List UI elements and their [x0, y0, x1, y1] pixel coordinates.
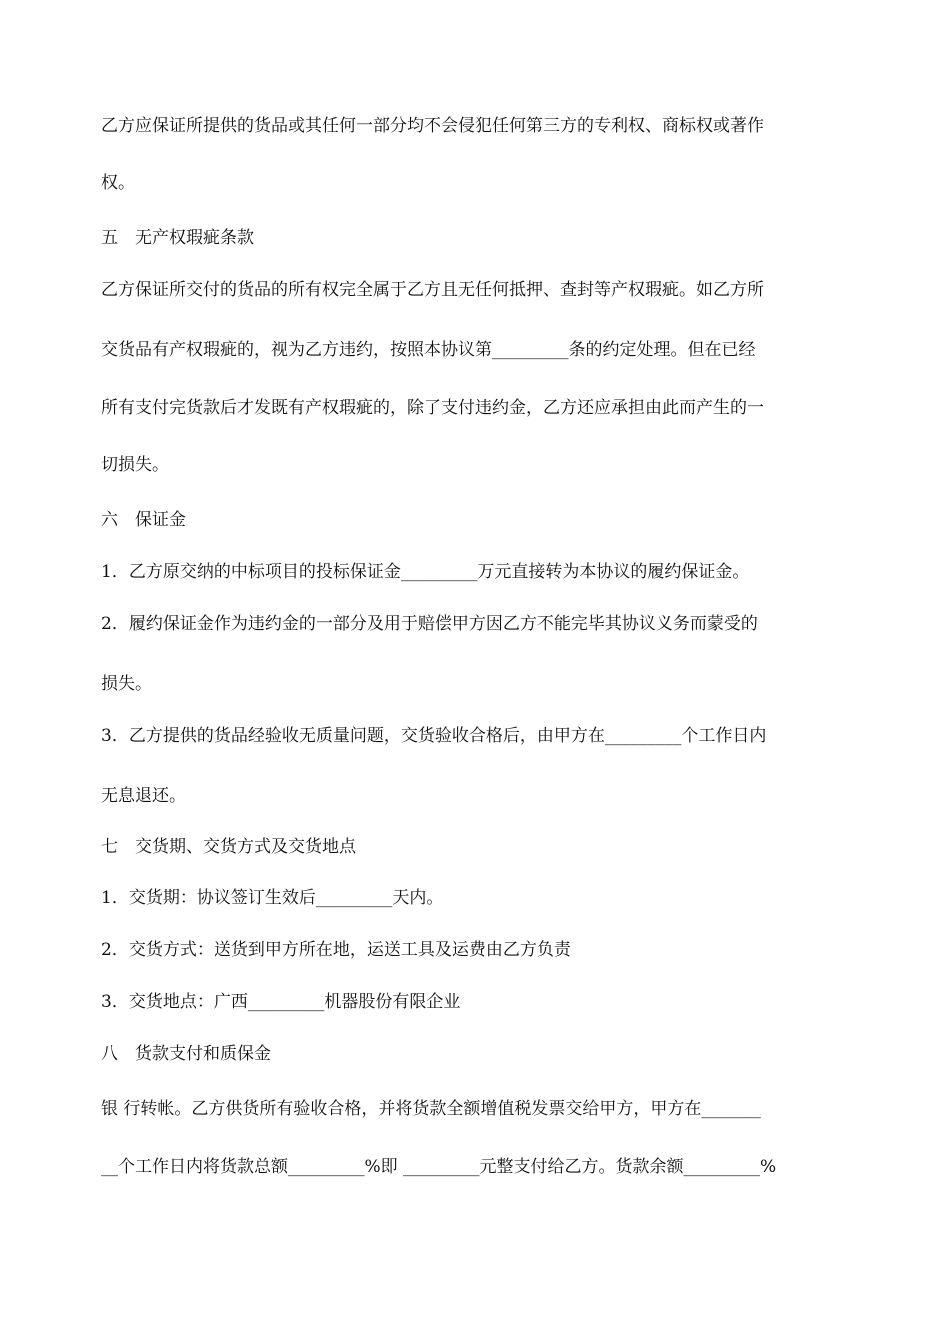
text-line: 乙方保证所交付的货品的所有权完全属于乙方且无任何抵押、查封等产权瑕疵。如乙方所: [101, 280, 764, 300]
text-line: 无息退还。: [101, 786, 186, 806]
text-line: 2．交货方式：送货到甲方所在地，运送工具及运费由乙方负责: [101, 940, 571, 960]
text-line: 乙方应保证所提供的货品或其任何一部分均不会侵犯任何第三方的专利权、商标权或著作: [101, 116, 764, 136]
section-heading-6: 六 保证金: [101, 510, 186, 530]
section-heading-7: 七 交货期、交货方式及交货地点: [101, 837, 356, 857]
text-line: 权。: [101, 173, 135, 193]
section-heading-5: 五 无产权瑕疵条款: [101, 228, 254, 248]
section-heading-8: 八 货款支付和质保金: [101, 1044, 271, 1064]
text-line: 损失。: [101, 674, 152, 694]
text-line: 1．交货期：协议签订生效后_________天内。: [101, 888, 444, 908]
text-line: 3．乙方提供的货品经验收无质量问题，交货验收合格后，由甲方在_________个工作日内: [101, 726, 767, 746]
text-line: 交货品有产权瑕疵的，视为乙方违约，按照本协议第_________条的约定处理。但在已经: [101, 340, 756, 360]
text-line: 银 行转帐。乙方供货所有验收合格，并将货款全额增值税发票交给甲方，甲方在_______: [101, 1099, 761, 1119]
text-line: 所有支付完货款后才发既有产权瑕疵的，除了支付违约金，乙方还应承担由此而产生的一: [101, 398, 764, 418]
text-line: 切损失。: [101, 455, 169, 475]
text-line: 3．交货地点：广西_________机器股份有限企业: [101, 992, 461, 1012]
text-line: 2．履约保证金作为违约金的一部分及用于赔偿甲方因乙方不能完毕其协议义务而蒙受的: [101, 614, 758, 634]
text-line: __个工作日内将货款总额_________%即 _________元整支付给乙方。货款余额_________%: [101, 1157, 777, 1177]
text-line: 1．乙方原交纳的中标项目的投标保证金_________万元直接转为本协议的履约保证金。: [101, 562, 750, 582]
